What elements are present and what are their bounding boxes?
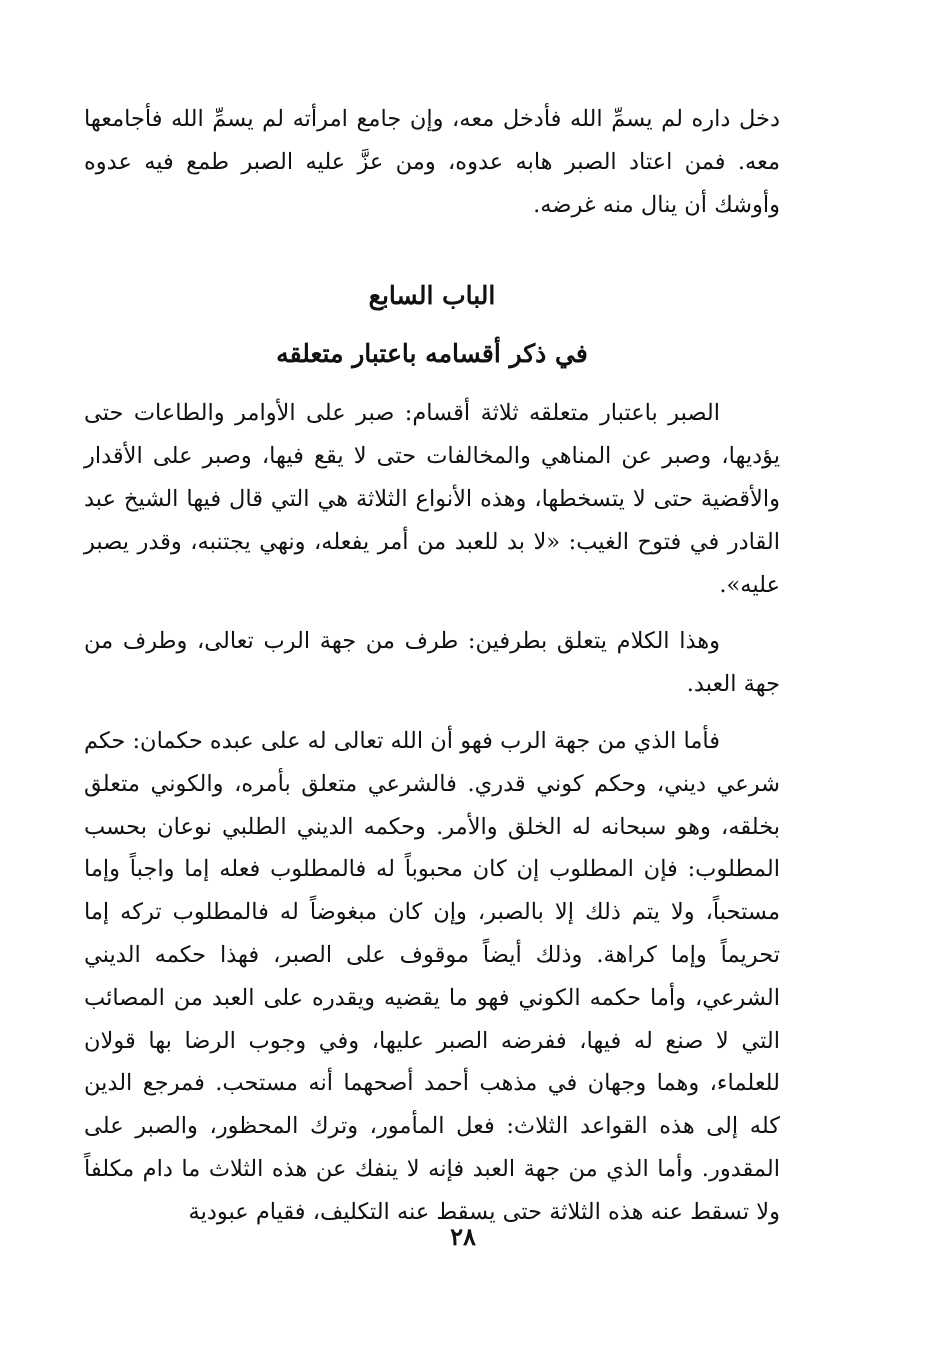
chapter-subtitle: في ذكر أقسامه باعتبار متعلقه — [276, 339, 588, 369]
paragraph-1: الصبر باعتبار متعلقه ثلاثة أقسام: صبر على الأوامر والطاعات حتى يؤديها، وصبر عن المناهي والمخالفات حتى لا يقع فيها، وصبر على الأقدار والأقضية حتى لا يتسخطها، وهذه الأنواع الثلاثة هي التي قال فيها الشيخ عبد القادر في فتوح الغيب: «لا بد للعبد من أمر يفعله، ونهي يجتنبه، وقدر يصبر عليه». — [84, 400, 780, 598]
intro-paragraph: دخل داره لم يسمِّ الله فأدخل معه، وإن جامع امرأته لم يسمِّ الله فأجامعها معه. فمن اعتاد الصبر هابه عدوه، ومن عزَّ عليه الصبر طمع فيه عدوه وأوشك أن ينال منه غرضه. — [84, 106, 780, 218]
paragraph-3: فأما الذي من جهة الرب فهو أن الله تعالى له على عبده حكمان: حكم شرعي ديني، وحكم كوني قدري. فالشرعي متعلق بأمره، والكوني متعلق بخلقه، وهو سبحانه له الخلق والأمر. وحكمه الديني الطلبي نوعان بحسب المطلوب: فإن المطلوب إن كان محبوباً له فالمطلوب فعله إما واجباً وإما مستحباً، ولا يتم ذلك إلا بالصبر، وإن كان مبغوضاً له فالمطلوب تركه إما تحريماً وإما كراهة. وذلك أيضاً موقوف على الصبر، فهذا حكمه الديني الشرعي، وأما حكمه الكوني فهو ما يقضيه ويقدره على العبد من المصائب التي لا صنع له فيها، ففرضه الصبر عليها، وفي وجوب الرضا بها قولان للعلماء، وهما وجهان في مذهب أحمد أصحهما أنه مستحب. فمرجع الدين كله إلى هذه القواعد الثلاث: فعل المأمور، وترك المحظور، والصبر على المقدور. وأما الذي من جهة العبد فإنه لا ينفك عن هذه الثلاث ما دام مكلفاً ولا تسقط عنه هذه الثلاثة حتى يسقط عنه التكليف، فقيام عبودية — [84, 727, 780, 1225]
page-number: ٢٨ — [450, 1222, 476, 1251]
paragraph-2: وهذا الكلام يتعلق بطرفين: طرف من جهة الرب تعالى، وطرف من جهة العبد. — [84, 628, 780, 698]
chapter-title: الباب السابع — [368, 281, 496, 311]
page-body — [84, 98, 780, 1234]
